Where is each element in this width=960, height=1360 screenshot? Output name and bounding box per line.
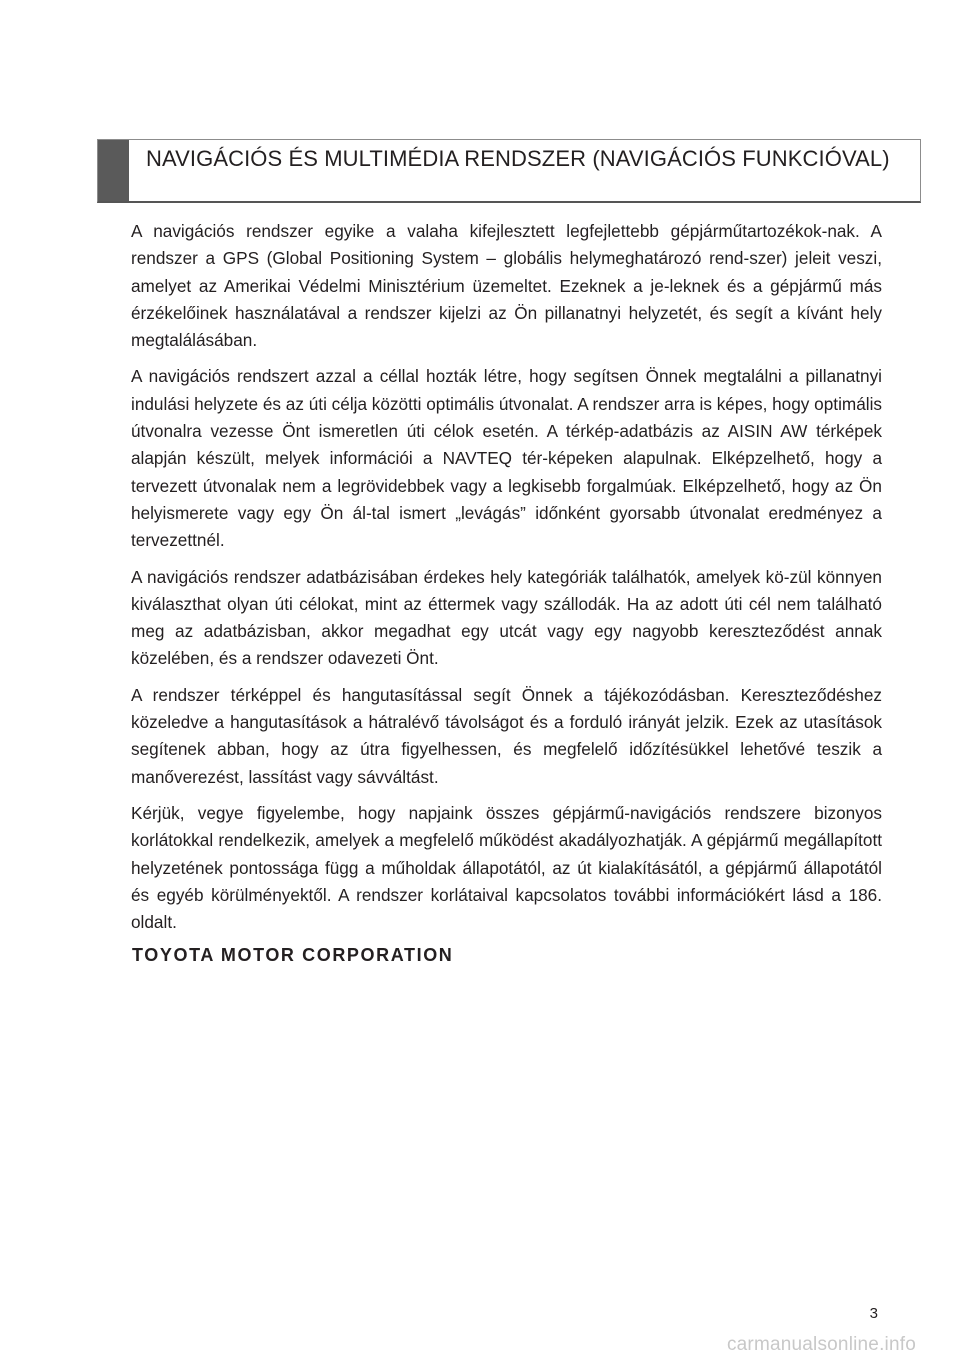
paragraph-intro: A navigációs rendszer egyike a valaha kifejlesztett legfejlettebb gépjárműtartozékok-nak. A rendszer a GPS (Global Positioning System – globális helymeghatározó rend-szer) jeleit veszi, amelyet az Amerikai Védelmi Minisztérium üzemeltet. Ezeknek a je-leknek és a gépjármű más érzékelőinek használatával a rendszer kijelzi az Ön pillanatnyi helyzetét, és segít a kívánt hely megtalálásában.: [131, 221, 882, 351]
corporation-name: TOYOTA MOTOR CORPORATION: [132, 945, 454, 965]
paragraph-limitations: Kérjük, vegye figyelembe, hogy napjaink összes gépjármű-navigációs rendszere bizonyos korlátokkal rendelkezik, amelyek a megfelelő működést akadályozhatják. A gépjármű megállapított helyzetének pontossága függ a műholdak állapotától, az út kialakításától, a gépjármű állapotától és egyéb körülményektől. A rendszer korlátaival kapcsolatos további információkért lásd a 186. oldalt.: [131, 802, 882, 933]
watermark: carmanualsonline.info: [726, 1334, 916, 1355]
section-tab-marker: [98, 140, 129, 201]
section-title: NAVIGÁCIÓS ÉS MULTIMÉDIA RENDSZER (NAVIGÁCIÓS FUNKCIÓVAL): [146, 146, 890, 171]
paragraph-poi: A navigációs rendszer adatbázisában érdekes hely kategóriák találhatók, amelyek kö-zül könnyen kiválaszthat olyan úti célokat, mint az éttermek vagy szállodák. Ha az adott úti cél nem található meg az adatbázisban, akkor megadhat egy utcát vagy egy nagyobb kereszteződést annak közelében, és a rendszer odavezeti Önt.: [131, 566, 882, 669]
section-header: [97, 139, 921, 203]
paragraph-route: A navigációs rendszert azzal a céllal hozták létre, hogy segítsen Önnek megtalálni a pillanatnyi indulási helyzete és az úti célja közötti optimális útvonalat. A rendszer arra is képes, hogy optimális útvonalra vezesse Önt ismeretlen úti célok esetén. A térkép-adatbázis az AISIN AW térképek alapján készült, melyek információi a NAVTEQ tér-képeken alapulnak. Elképzelhető, hogy a tervezett útvonalak nem a legrövidebbek vagy a legkisebb forgalmúak. Elképzelhető, hogy az Ön helyismerete vagy egy Ön ál-tal ismert „levágás” időnként gyorsabb útvonalat eredményez a tervezettnél.: [131, 366, 882, 551]
paragraph-guidance: A rendszer térképpel és hangutasítással segít Önnek a tájékozódásban. Kereszteződéshez közeledve a hangutasítások a hátralévő távolságot és a forduló irányát jelzik. Ezek az utasítások segítenek abban, hogy az útra figyelhessen, és megfelelő időzítésükkel lehetővé teszik a manőverezést, lassítást vagy sávváltást.: [131, 684, 882, 787]
body-text: [131, 218, 882, 945]
page-number: 3: [869, 1305, 878, 1322]
